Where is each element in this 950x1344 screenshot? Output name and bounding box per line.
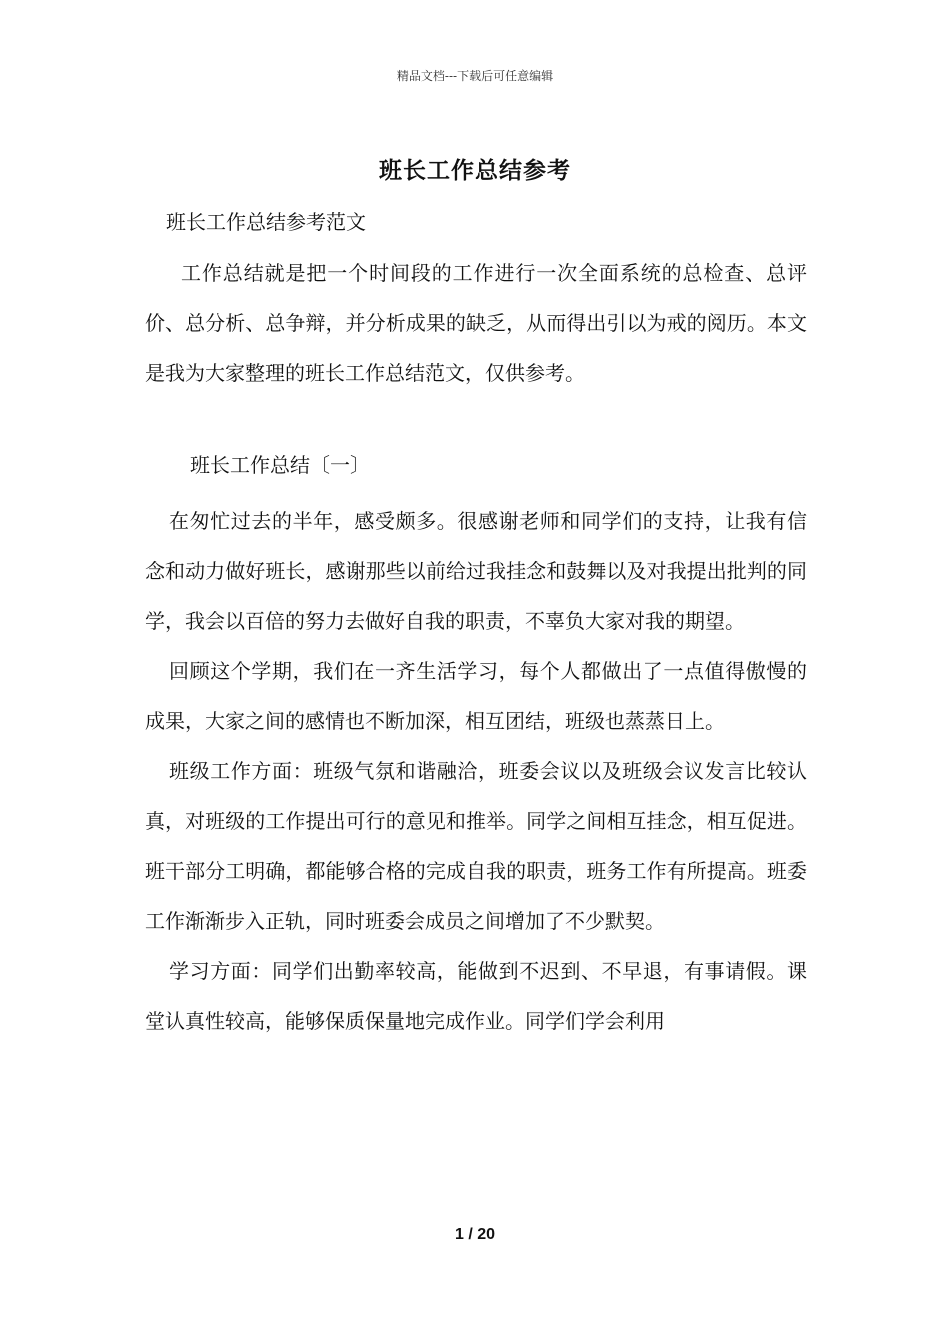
intro-paragraph: 工作总结就是把一个时间段的工作进行一次全面系统的总检查、总评价、总分析、总争辩，并分析成果的缺乏，从而得出引以为戒的阅历。本文是我为大家整理的班长工作总结范文，仅供参考。 xyxy=(145,261,807,385)
page-number: 1 / 20 xyxy=(454,1226,496,1243)
body-paragraph-2: 回顾这个学期，我们在一齐生活学习，每个人都做出了一点值得傲慢的成果，大家之间的感情也不断加深，相互团结，班级也蒸蒸日上。 xyxy=(145,659,807,733)
document-title: 班长工作总结参考 xyxy=(379,157,571,184)
section-heading: 班长工作总结〔一〕 xyxy=(190,453,370,477)
section-body xyxy=(145,496,807,1046)
body-paragraph-4: 学习方面：同学们出勤率较高，能做到不迟到、不早退，有事请假。课堂认真性较高，能够保质保量地完成作业。同学们学会利用 xyxy=(145,959,807,1033)
document-subtitle: 班长工作总结参考范文 xyxy=(166,210,366,234)
body-paragraph-1: 在匆忙过去的半年，感受颇多。很感谢老师和同学们的支持，让我有信念和动力做好班长，感谢那些以前给过我挂念和鼓舞以及对我提出批判的同学，我会以百倍的努力去做好自我的职责，不辜负大家对我的期望。 xyxy=(145,509,807,633)
body-paragraph-3: 班级工作方面：班级气氛和谐融洽，班委会议以及班级会议发言比较认真，对班级的工作提出可行的意见和推举。同学之间相互挂念，相互促进。班干部分工明确，都能够合格的完成自我的职责，班务工作有所提高。班委工作渐渐步入正轨，同时班委会成员之间增加了不少默契。 xyxy=(145,759,807,933)
page-header: 精品文档---下载后可任意编辑 xyxy=(396,69,554,83)
